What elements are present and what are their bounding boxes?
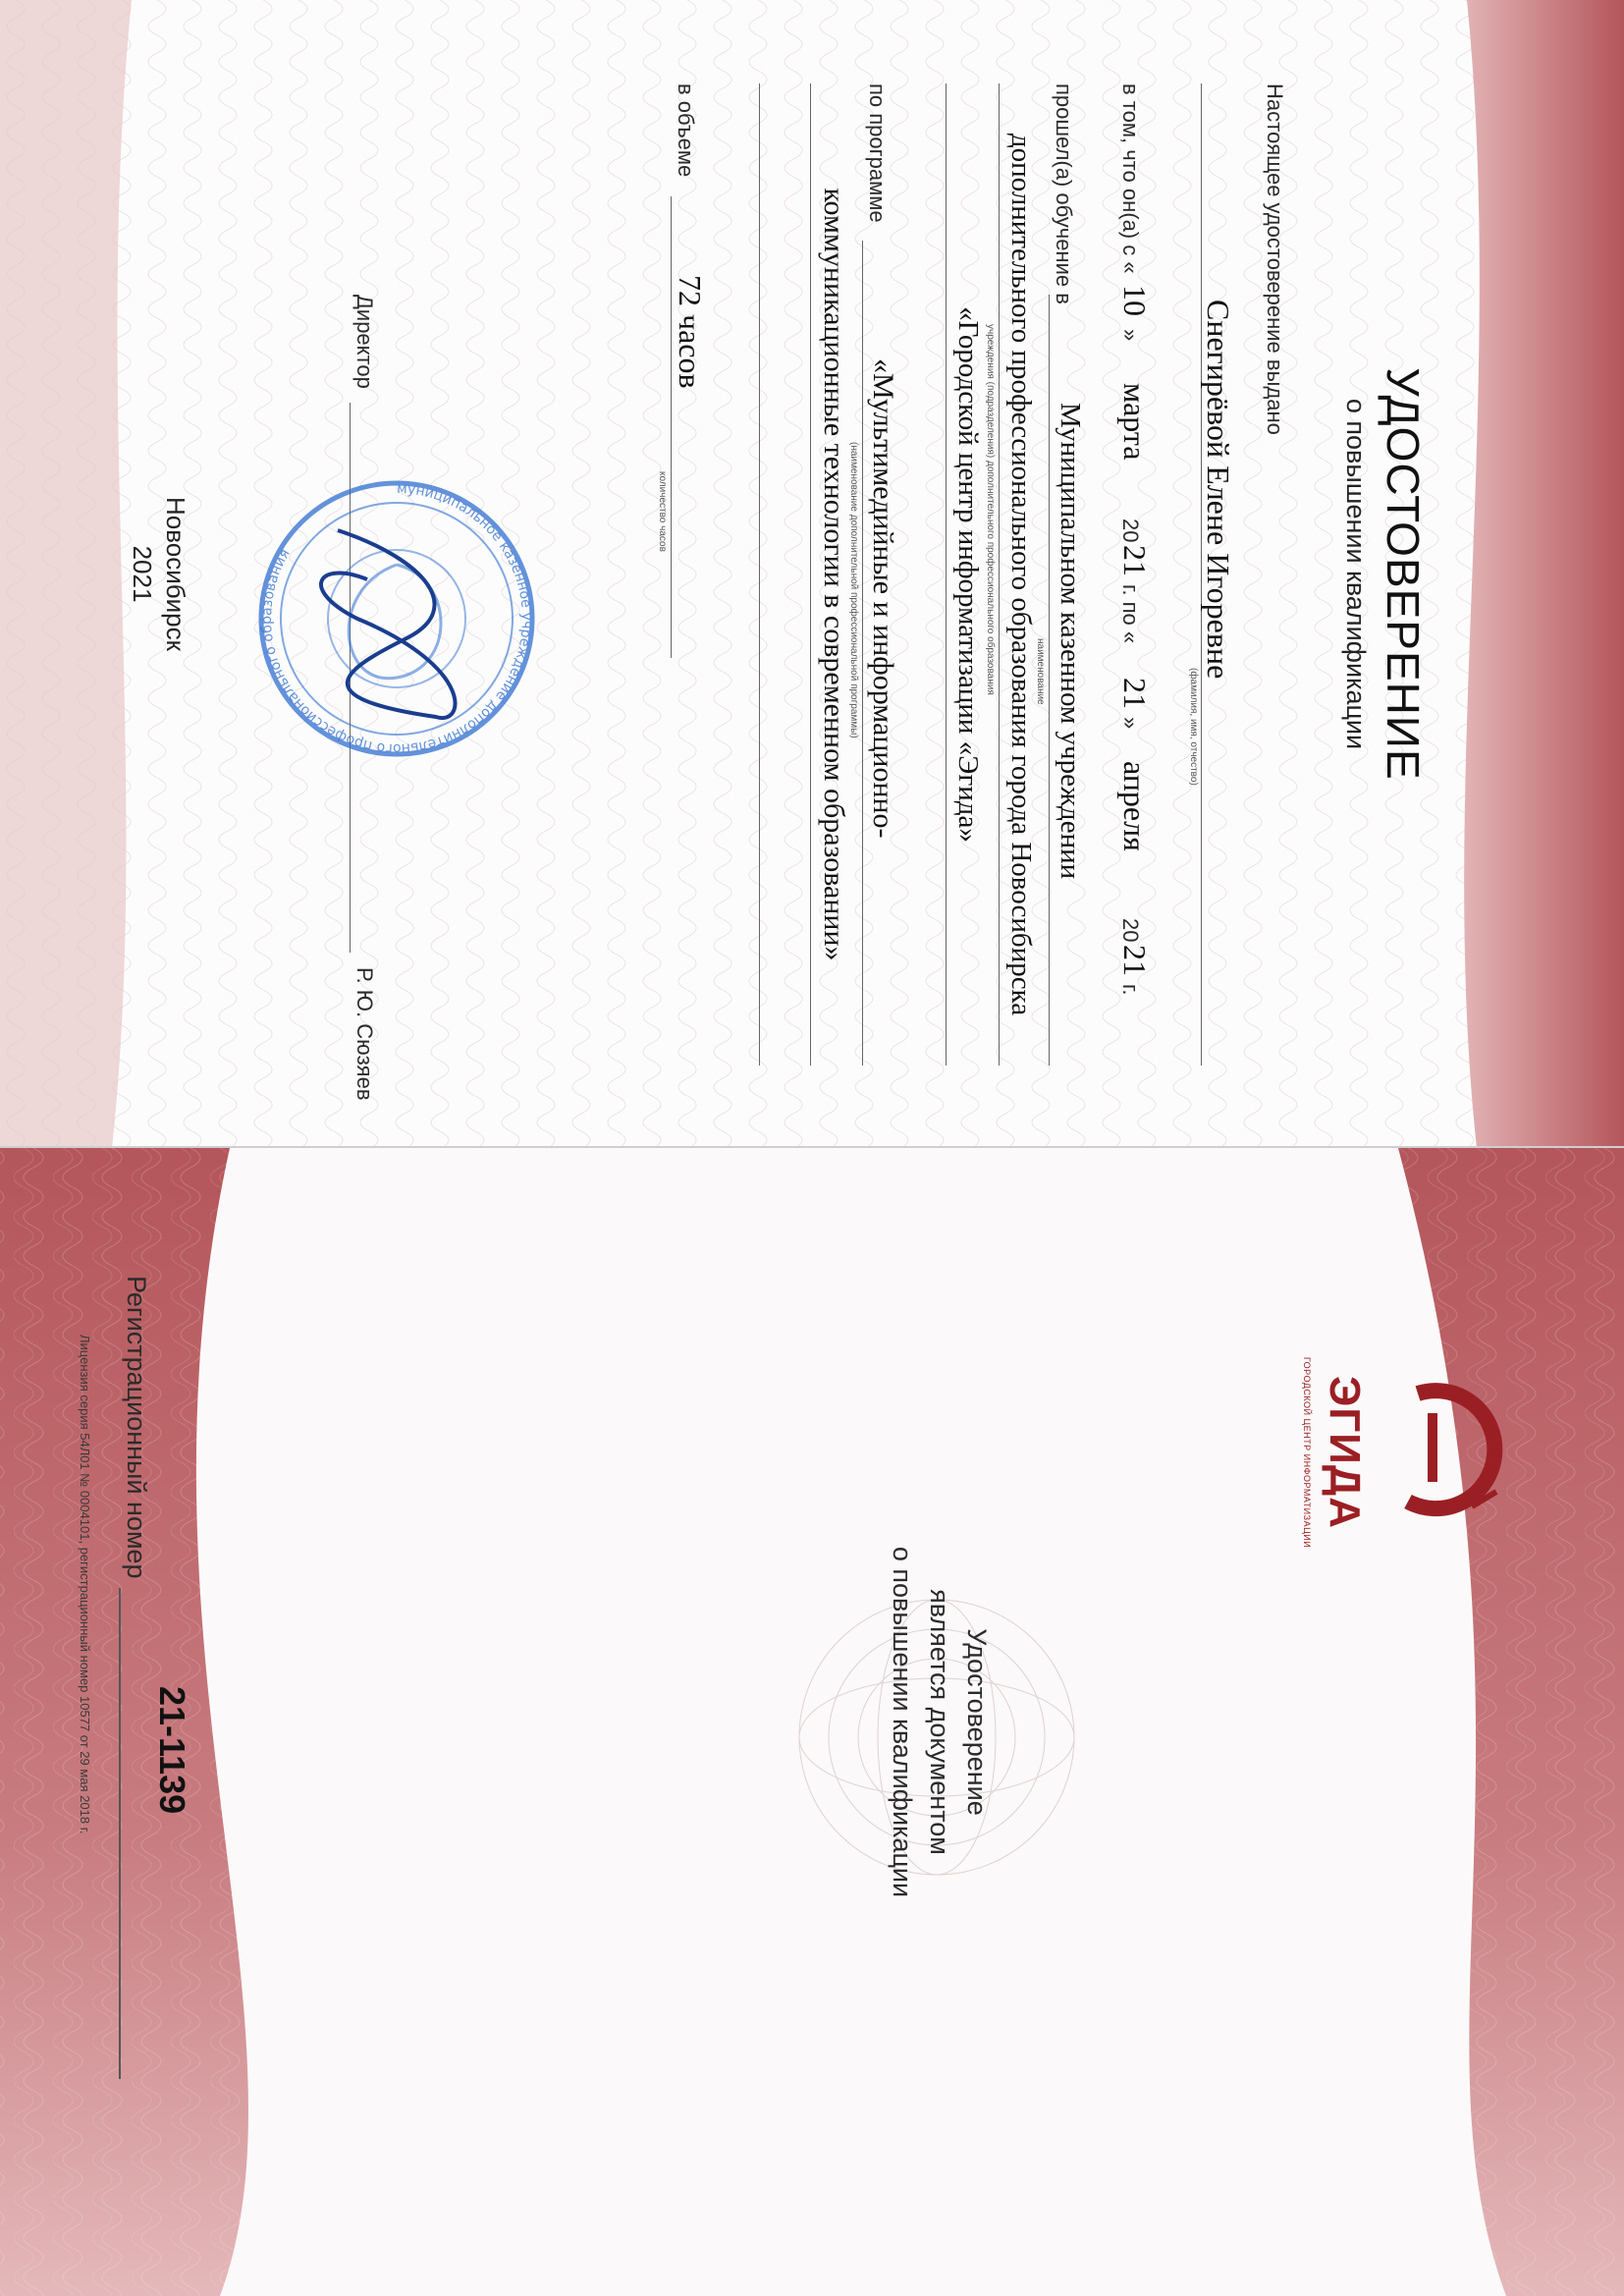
director-name: Р. Ю. Сюзяев [352, 967, 377, 1101]
institution-underline-2 [999, 83, 1000, 1066]
program-underline-1 [862, 241, 863, 1066]
certificate-title: УДОСТОВЕРЕНИЕ [1378, 367, 1429, 781]
logo-emblem-icon [1369, 1374, 1506, 1531]
recipient-name: Снегирёвой Елене Игоревне [1201, 300, 1236, 680]
program-underline-3 [759, 83, 760, 1066]
period-year-suffix: г. [1118, 984, 1143, 996]
program-line-1: «Мультимедийные и информационно- [867, 358, 899, 839]
start-year: 21 [1117, 545, 1153, 576]
heading-line-1: Удостоверение [962, 1628, 992, 1816]
training-label: прошел(а) обучение в [1052, 83, 1076, 304]
year: 2021 [128, 545, 157, 603]
institution-line-1: Муниципальном казенном учреждении [1055, 403, 1086, 880]
volume-value: 72 часов [673, 275, 708, 389]
institution-underline-1 [1049, 295, 1050, 1066]
egida-logo [1271, 1325, 1506, 1580]
registration-page [0, 1148, 1624, 2296]
heading-line-3: о повышении квалификации [888, 1546, 917, 1898]
start-year-prefix: 20 [1118, 519, 1143, 543]
top-band [1464, 0, 1624, 1148]
logo-subtitle: ГОРОДСКОЙ ЦЕНТР ИНФОРМАТИЗАЦИИ [1302, 1356, 1312, 1549]
bottom-band [0, 0, 132, 1148]
volume-hint: количество часов [657, 471, 668, 552]
start-month: марта [1117, 383, 1153, 461]
end-month: апреля [1117, 761, 1153, 851]
license-text: Лицензия серия 54Л01 № 0004101, регистрационный номер 10577 от 29 мая 2018 г. [78, 1335, 92, 1834]
registration-underline [119, 1588, 121, 2079]
program-underline-2 [810, 83, 811, 1066]
stamp-text: муниципальное казенное учреждение дополнительного профессионального образования [258, 480, 535, 757]
issued-label: Настоящее удостоверение выдано [1263, 83, 1287, 435]
start-day: 10 [1117, 285, 1153, 316]
certificate-subtitle: о повышении квалификации [1341, 398, 1371, 750]
program-label: по программе [865, 83, 890, 223]
institution-underline-3 [946, 83, 947, 1066]
official-stamp [249, 471, 544, 766]
institution-line-2: дополнительного профессионального образования города Новосибирска [1005, 133, 1037, 1016]
period-label: в том, что он(а) с « [1118, 83, 1143, 274]
signature-icon [321, 530, 456, 718]
period-mid-text: г. по « [1118, 584, 1143, 644]
volume-underline [671, 196, 672, 658]
registration-heading [884, 1148, 996, 2296]
start-day-quote: » [1118, 329, 1143, 342]
director-label: Директор [352, 295, 377, 389]
registration-label: Регистрационный номер [122, 1276, 151, 1579]
end-day: 21 [1117, 678, 1153, 709]
end-year: 21 [1117, 945, 1153, 976]
institution-line-3: «Городской центр информатизации «Эгида» [952, 306, 984, 843]
institution-hint-1: наименование [1035, 638, 1046, 705]
volume-label: в объеме [674, 83, 698, 178]
end-year-prefix: 20 [1118, 918, 1143, 943]
institution-hint-2: учреждения (подразделения) дополнительного профессионального образования [985, 324, 996, 695]
decorative-background [0, 1148, 1624, 2296]
end-day-quote: » [1118, 717, 1143, 730]
program-line-2: коммуникационные технологии в современном образовании» [818, 188, 850, 961]
program-hint: (наименование дополнительной профессиональной программы) [848, 442, 859, 738]
heading-line-2: является документом [925, 1589, 954, 1855]
recipient-hint: (фамилия, имя, отчество) [1188, 668, 1199, 786]
registration-number: 21-1139 [152, 1686, 192, 1815]
city: Новосибирск [161, 497, 190, 651]
logo-name: ЭГИДА [1321, 1376, 1369, 1529]
